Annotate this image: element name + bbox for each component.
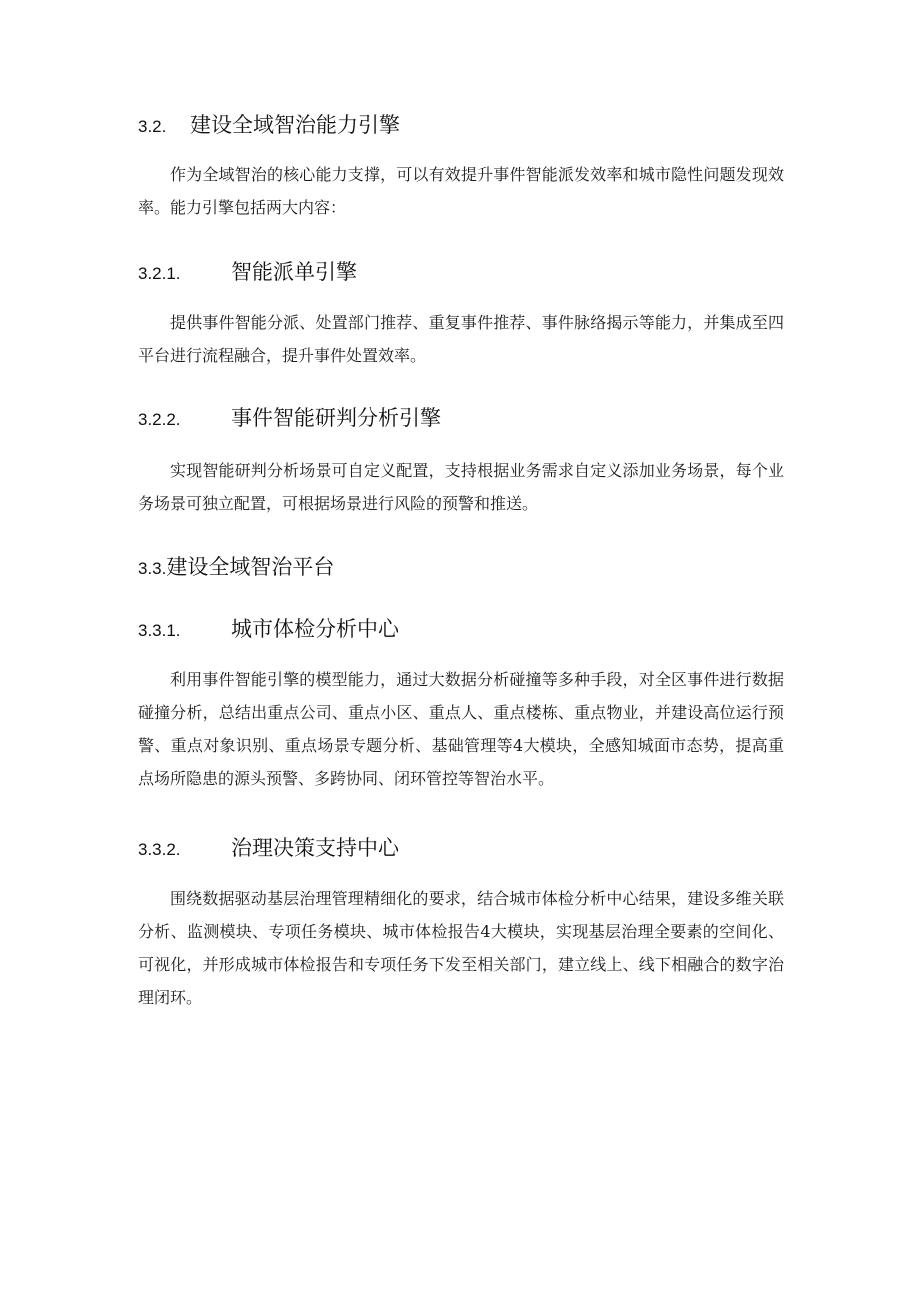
paragraph-3-2-2: 实现智能研判分析场景可自定义配置，支持根据业务需求自定义添加业务场景，每个业务场景可独立配置，可根据场景进行风险的预警和推送。 <box>138 461 784 513</box>
section-title: 建设全域智治能力引擎 <box>190 113 400 137</box>
section-heading-3-3 <box>138 552 334 584</box>
section-number: 3.2.2. <box>138 410 181 429</box>
paragraph-3-3-1: 利用事件智能引擎的模型能力，通过大数据分析碰撞等多种手段，对全区事件进行数据碰撞分析，总结出重点公司、重点小区、重点人、重点楼栋、重点物业，并建设高位运行预警、重点对象识别、重点场景专题分析、基础管理等4大模块，全感知城面市态势，提高重点场所隐患的源头预警、多跨协同、闭环管控等智治水平。 <box>138 670 784 788</box>
section-title: 智能派单引擎 <box>231 260 357 284</box>
section-title: 建设全域智治平台 <box>166 555 335 579</box>
section-title: 治理决策支持中心 <box>231 836 399 860</box>
section-number: 3.3. <box>138 559 167 578</box>
section-heading-3-2 <box>138 110 400 142</box>
section-heading-3-2-1 <box>138 257 357 289</box>
section-number: 3.3.2. <box>138 840 181 859</box>
section-number: 3.2.1. <box>138 264 181 283</box>
paragraph-3-2: 作为全域智治的核心能力支撑，可以有效提升事件智能派发效率和城市隐性问题发现效率。能力引擎包括两大内容： <box>138 165 784 217</box>
section-number: 3.2. <box>138 117 167 136</box>
section-heading-3-3-1 <box>138 614 399 646</box>
section-number: 3.3.1. <box>138 621 181 640</box>
section-title: 城市体检分析中心 <box>231 617 399 641</box>
section-heading-3-3-2 <box>138 833 399 865</box>
paragraph-3-3-2: 围绕数据驱动基层治理管理精细化的要求，结合城市体检分析中心结果，建设多维关联分析、监测模块、专项任务模块、城市体检报告4大模块，实现基层治理全要素的空间化、可视化，并形成城市体检报告和专项任务下发至相关部门，建立线上、线下相融合的数字治理闭环。 <box>138 889 784 1007</box>
section-heading-3-2-2 <box>138 403 441 435</box>
section-title: 事件智能研判分析引擎 <box>231 406 441 430</box>
paragraph-3-2-1: 提供事件智能分派、处置部门推荐、重复事件推荐、事件脉络揭示等能力，并集成至四平台进行流程融合，提升事件处置效率。 <box>138 313 784 365</box>
